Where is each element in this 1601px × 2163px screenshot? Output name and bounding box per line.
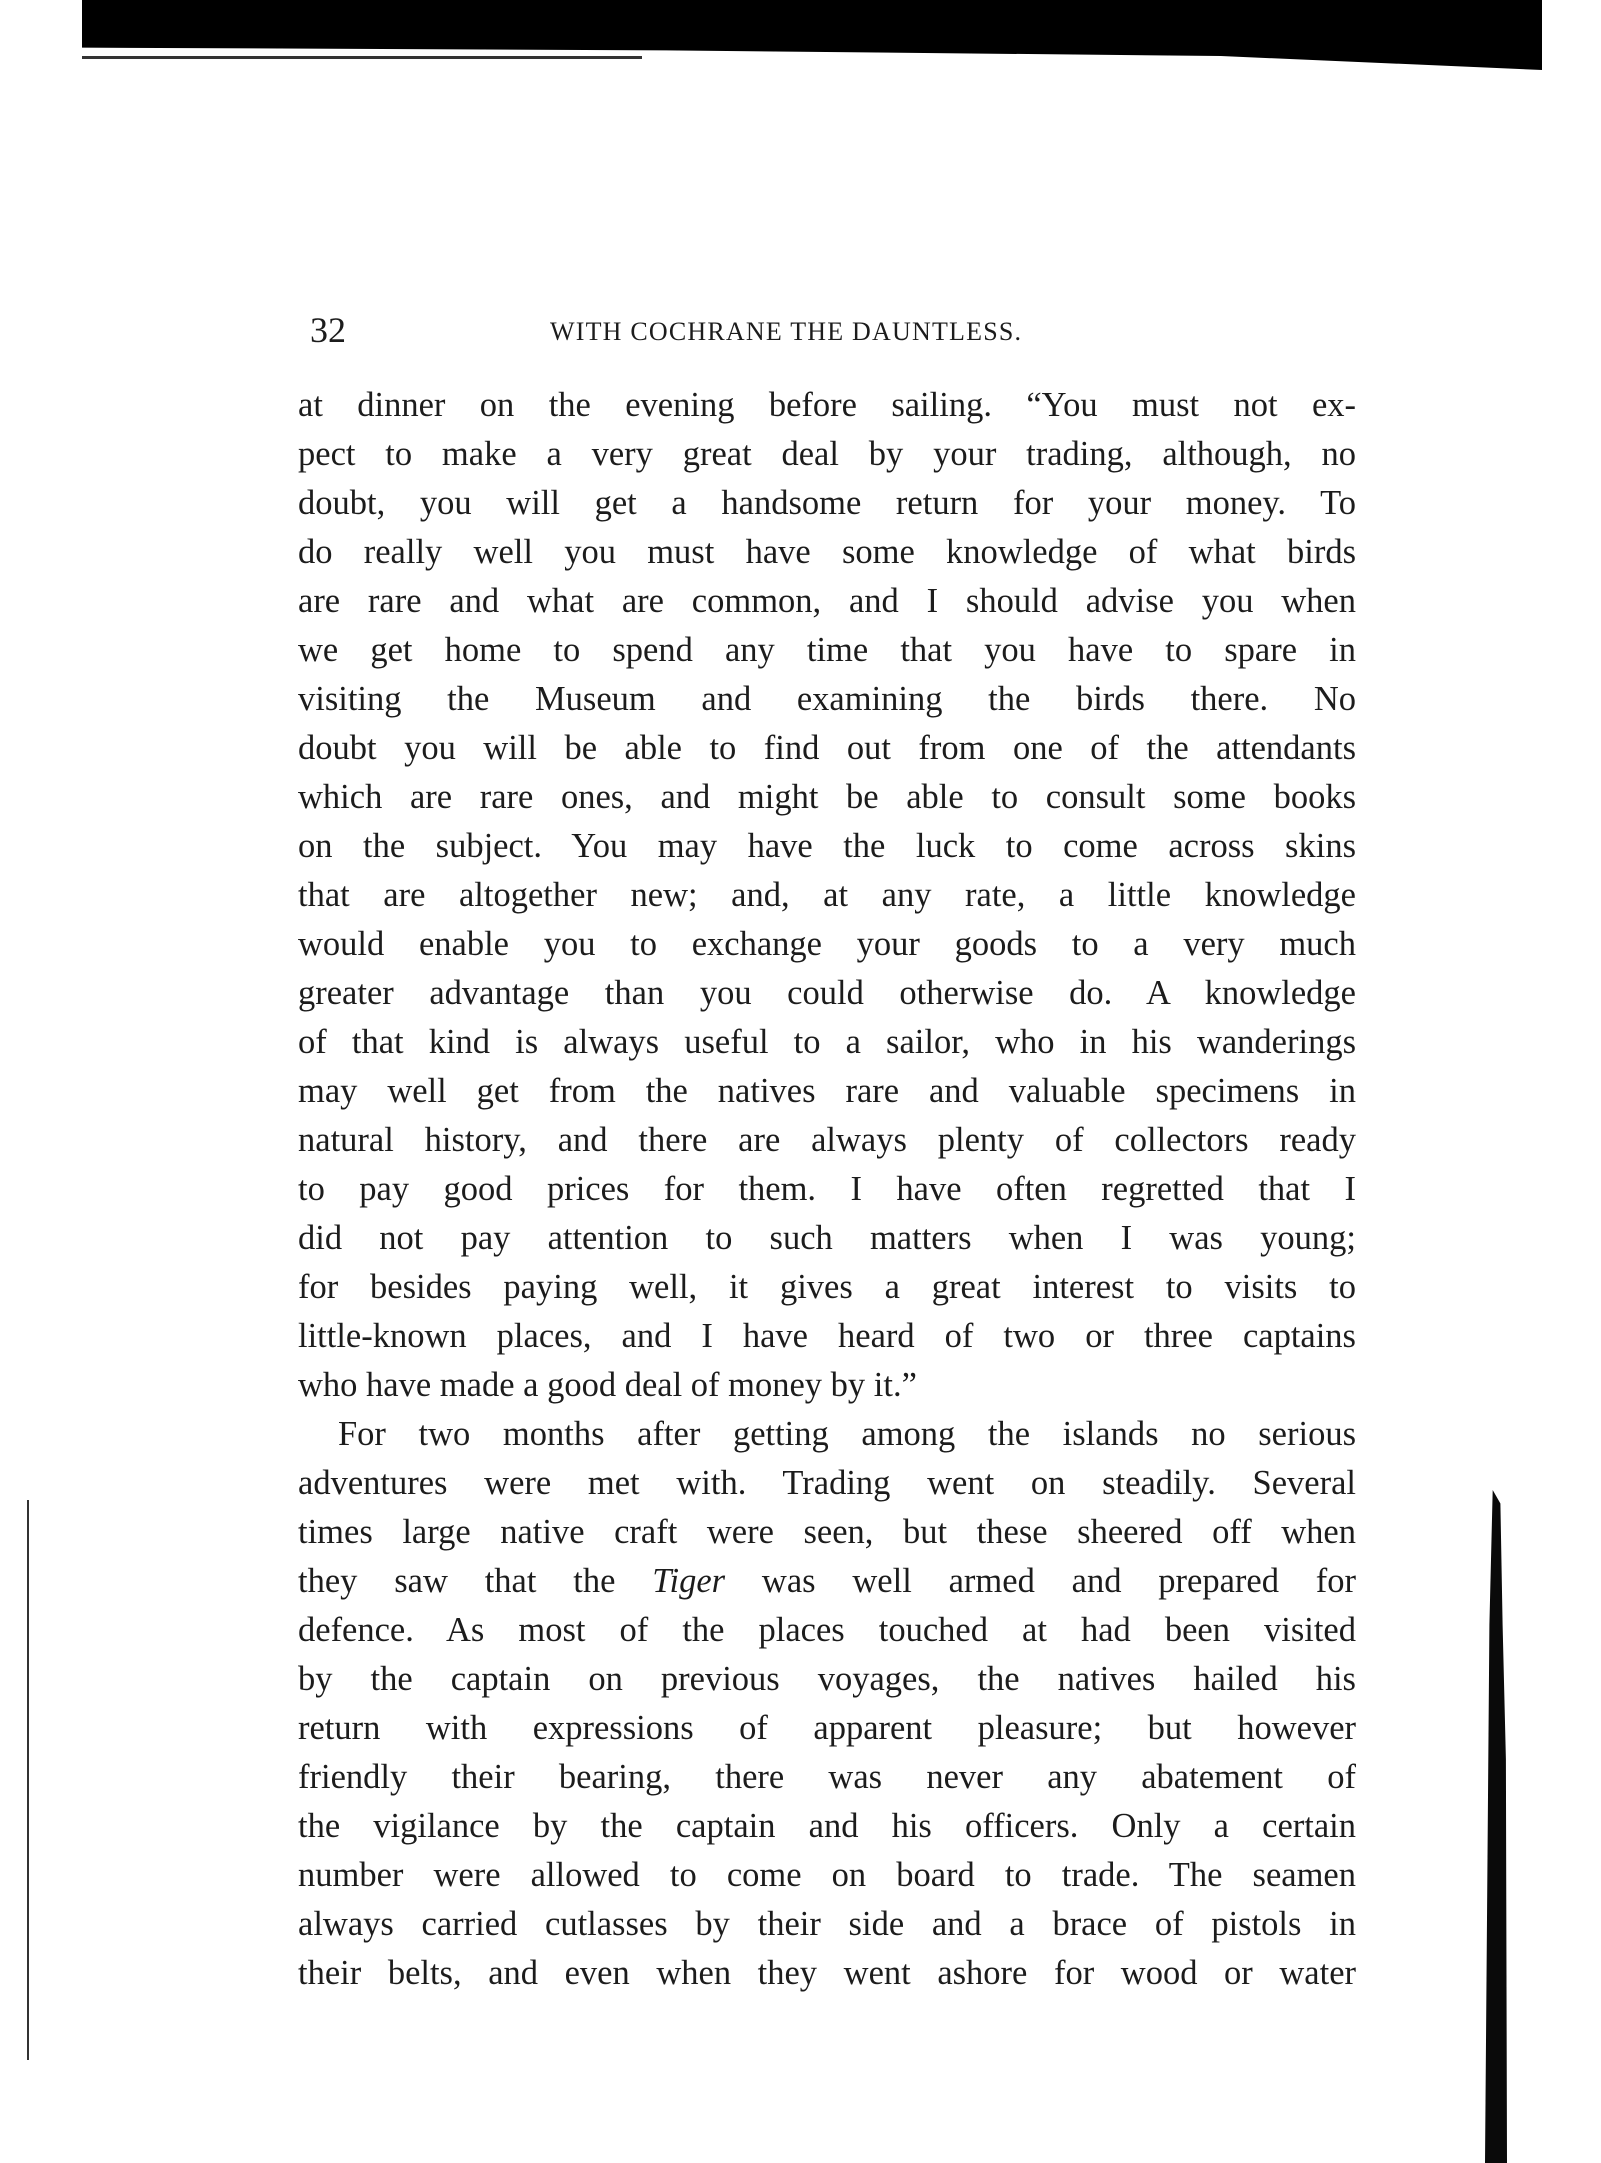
paragraph-1	[298, 381, 1356, 1410]
ship-name-italic: Tiger	[652, 1562, 726, 1600]
text-segment: they saw that the	[298, 1562, 653, 1600]
running-title: WITH COCHRANE THE DAUNTLESS.	[550, 317, 1023, 346]
text-line: their belts, and even when they went ashore for wood or water	[298, 1954, 1356, 1992]
text-line: return with expressions of apparent pleasure; but however	[298, 1709, 1356, 1747]
text-line: who have made a good deal of money by it.”	[298, 1366, 917, 1404]
text-line: for besides paying well, it gives a great interest to visits to	[298, 1268, 1356, 1306]
scan-top-edge	[82, 56, 642, 59]
text-line: we get home to spend any time that you have to spare in	[298, 631, 1356, 669]
text-line: did not pay attention to such matters when I was young;	[298, 1219, 1356, 1257]
text-line: to pay good prices for them. I have often regretted that I	[298, 1170, 1356, 1208]
scan-top-shadow	[82, 0, 1542, 70]
text-line: doubt, you will get a handsome return for your money. To	[298, 484, 1356, 522]
page-header	[310, 306, 1355, 354]
text-line: adventures were met with. Trading went on steadily. Several	[298, 1464, 1356, 1502]
text-line: may well get from the natives rare and valuable specimens in	[298, 1072, 1356, 1110]
text-line: pect to make a very great deal by your trading, although, no	[298, 435, 1356, 473]
text-segment: was well armed and prepared for	[725, 1562, 1356, 1600]
scan-left-margin-mark	[27, 1500, 29, 2060]
text-line: do really well you must have some knowledge of what birds	[298, 533, 1356, 571]
text-line: number were allowed to come on board to trade. The seamen	[298, 1856, 1356, 1894]
text-line: visiting the Museum and examining the birds there. No	[298, 680, 1356, 718]
text-line: friendly their bearing, there was never any abatement of	[298, 1758, 1356, 1796]
text-line: the vigilance by the captain and his officers. Only a certain	[298, 1807, 1356, 1845]
text-line: by the captain on previous voyages, the natives hailed his	[298, 1660, 1356, 1698]
page-number: 32	[310, 310, 346, 350]
body-text	[298, 381, 1356, 1998]
text-line: are rare and what are common, and I should advise you when	[298, 582, 1356, 620]
text-line: times large native craft were seen, but these sheered off when	[298, 1513, 1356, 1551]
text-line: would enable you to exchange your goods to a very much	[298, 925, 1356, 963]
text-line: that are altogether new; and, at any rate, a little knowledge	[298, 876, 1356, 914]
text-line: on the subject. You may have the luck to come across skins	[298, 827, 1356, 865]
text-line: little-known places, and I have heard of two or three captains	[298, 1317, 1356, 1355]
paragraph-2	[298, 1410, 1356, 1998]
text-line: defence. As most of the places touched at had been visited	[298, 1611, 1356, 1649]
text-line: always carried cutlasses by their side and a brace of pistols in	[298, 1905, 1356, 1943]
text-line: which are rare ones, and might be able to consult some books	[298, 778, 1356, 816]
text-line: greater advantage than you could otherwise do. A knowledge	[298, 974, 1356, 1012]
text-line: doubt you will be able to find out from one of the attendants	[298, 729, 1356, 767]
scan-right-shadow	[1485, 1490, 1507, 2163]
text-line: of that kind is always useful to a sailor, who in his wanderings	[298, 1023, 1356, 1061]
text-line: For two months after getting among the islands no serious	[338, 1415, 1356, 1453]
text-line: at dinner on the evening before sailing. “You must not ex-	[298, 386, 1356, 424]
text-line-with-ship-name	[298, 1557, 1356, 1606]
text-line: natural history, and there are always plenty of collectors ready	[298, 1121, 1356, 1159]
